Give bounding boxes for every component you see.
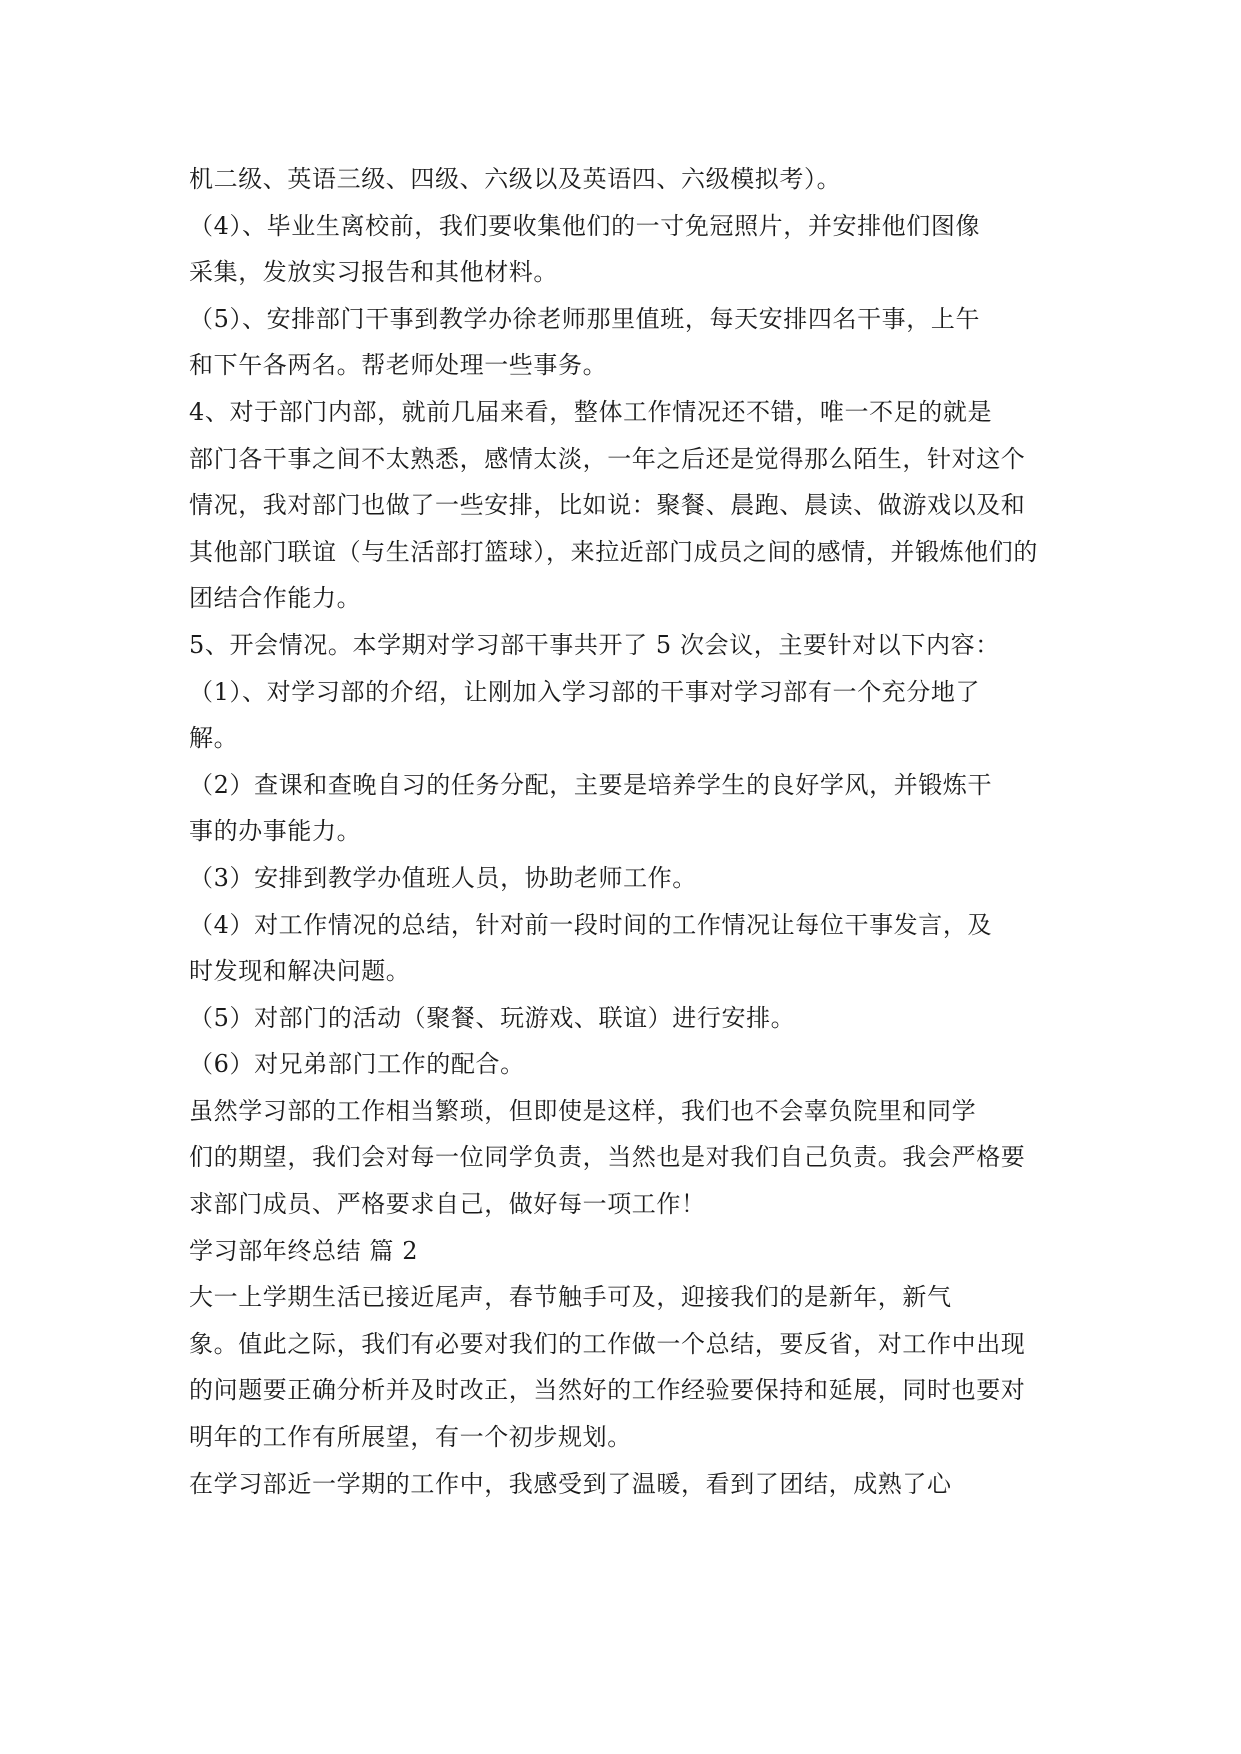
paragraph-meeting-item-2: （2）查课和查晚自习的任务分配，主要是培养学生的良好学风，并锻炼干 事的办事能力。 — [189, 770, 993, 846]
paragraph-part-2-continued: 在学习部近一学期的工作中，我感受到了温暖，看到了团结，成熟了心 — [189, 1469, 952, 1498]
paragraph-meeting-item-4: （4）对工作情况的总结，针对前一段时间的工作情况让每位干事发言，及 时发现和解决问题。 — [189, 910, 993, 986]
paragraph-item-5-duty: （5）、安排部门干事到教学办徐老师那里值班，每天安排四名干事，上午 和下午各两名。帮老师处理一些事务。 — [189, 304, 981, 380]
document-body — [189, 156, 1059, 1507]
paragraph-meeting-item-1: （1）、对学习部的介绍，让刚加入学习部的干事对学习部有一个充分地了 解。 — [189, 677, 981, 753]
paragraph-exam-list-end: 机二级、英语三级、四级、六级以及英语四、六级模拟考）。 — [189, 165, 842, 193]
paragraph-meeting-item-3: （3）安排到教学办值班人员，协助老师工作。 — [189, 863, 697, 892]
paragraph-meeting-item-5: （5）对部门的活动（聚餐、玩游戏、联谊）进行安排。 — [189, 1003, 796, 1032]
paragraph-meeting-item-6: （6）对兄弟部门工作的配合。 — [189, 1050, 525, 1079]
paragraph-section-5-meetings: 5、开会情况。本学期对学习部干事共开了 5 次会议，主要针对以下内容： — [189, 630, 1000, 659]
paragraph-part-2-intro: 大一上学期生活已接近尾声，春节触手可及，迎接我们的是新年，新气 象。值此之际，我们有必要对我们的工作做一个总结，要反省，对工作中出现 的问题要正确分析并及时改正，当然好的工作经验要保持和延展，同时也要对 明年的工作有所展望，有一个初步规划。 — [189, 1283, 1026, 1452]
paragraph-section-4-internal: 4、对于部门内部，就前几届来看，整体工作情况还不错，唯一不足的就是 部门各干事之间不太熟悉，感情太淡，一年之后还是觉得那么陌生，针对这个 情况，我对部门也做了一些安排，比如说：聚餐、晨跑、晨读、做游戏以及和 其他部门联谊（与生活部打篮球），来拉近部门成员之间的感情，并锻炼他们的 团结合作能力。 — [189, 397, 1038, 613]
paragraph-conclusion: 虽然学习部的工作相当繁琐，但即使是这样，我们也不会辜负院里和同学 们的期望，我们会对每一位同学负责，当然也是对我们自己负责。我会严格要 求部门成员、严格要求自己，做好每一项工作！ — [189, 1096, 1026, 1219]
paragraph-item-4-graduates: （4）、毕业生离校前，我们要收集他们的一寸免冠照片，并安排他们图像 采集，发放实习报告和其他材料。 — [189, 211, 981, 287]
section-heading-part-2: 学习部年终总结 篇 2 — [189, 1236, 419, 1265]
